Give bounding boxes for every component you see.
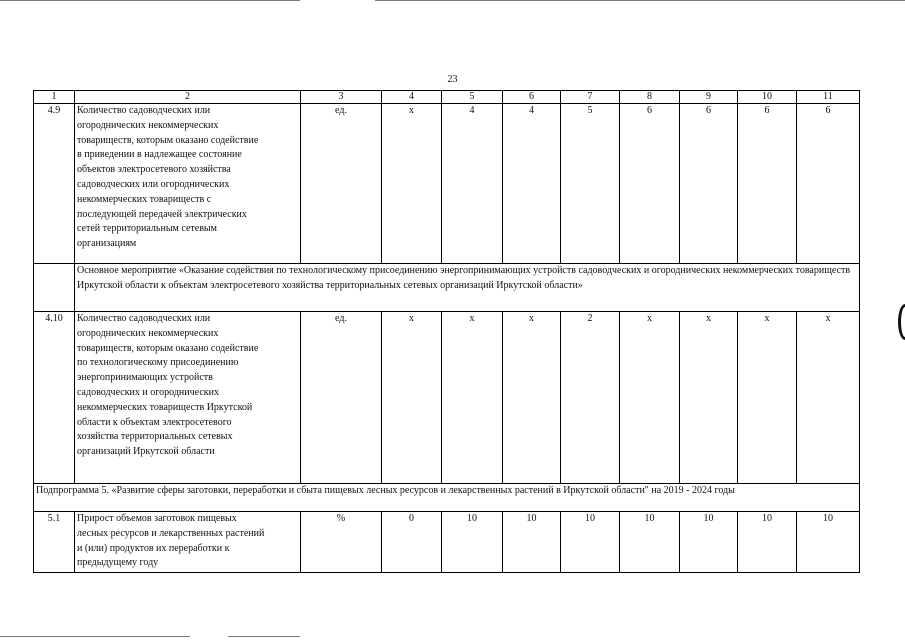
value-cell: 10 [561,512,620,573]
value-cell: х [738,312,797,484]
description-line: некоммерческих товариществ Иркутской [77,401,253,413]
value-cell: 10 [620,512,680,573]
header-cell: 10 [738,91,797,104]
value-cell: х [442,312,503,484]
binding-mark [898,304,905,340]
header-cell: 7 [561,91,620,104]
row-number: 5.1 [34,512,75,573]
header-cell: 2 [75,91,301,104]
table-body [34,91,860,573]
description-line: и (или) продуктов их переработки к [77,542,230,554]
header-cell: 1 [34,91,75,104]
main-activity-title: Основное мероприятие «Оказание содействия по технологическому присоединению энергопринимающих устройств садоводческих и огороднических некоммерческих товариществ Иркутской области к объектам электросетевого хозяйства территориальных сетевых организаций Иркутской области» [75,264,860,312]
description-line: предыдущему году [77,557,159,569]
value-cell: х [382,104,442,264]
value-cell: 10 [442,512,503,573]
unit-cell: ед. [301,104,382,264]
description-line: организациям [77,238,137,250]
header-cell: 3 [301,91,382,104]
description-line: по технологическому присоединению [77,357,239,369]
description-line: хозяйства территориальных сетевых [77,431,233,443]
indicator-table [33,90,860,573]
header-cell: 6 [503,91,561,104]
header-cell: 9 [680,91,738,104]
value-cell: х [382,312,442,484]
value-cell: х [620,312,680,484]
description-line: области к объектам электросетевого [77,416,232,428]
indicator-row [34,512,860,573]
indicator-row [34,312,860,484]
value-cell: 10 [680,512,738,573]
indicator-description [75,512,301,573]
indicator-description [75,312,301,484]
description-line: товариществ, которым оказано содействие [77,134,259,146]
description-line: Количество садоводческих или [77,313,211,324]
value-cell: 2 [561,312,620,484]
description-line: объектов электросетевого хозяйства [77,164,231,176]
description-line: Прирост объемов заготовок пищевых [77,513,237,524]
value-cell: 10 [503,512,561,573]
description-line: садоводческих или огороднических [77,178,230,190]
subprogram-title: Подпрограмма 5. «Развитие сферы заготовки, переработки и сбыта пищевых лесных ресурсов и лекарственных растений в Иркутской области" на 2019 - 2024 годы [34,484,860,512]
header-cell: 5 [442,91,503,104]
value-cell: 6 [797,104,860,264]
description-line: некоммерческих товариществ с [77,193,212,205]
description-line: огороднических некоммерческих [77,327,219,339]
unit-cell: % [301,512,382,573]
description-line: последующей передачей электрических [77,208,247,220]
description-line: Количество садоводческих или [77,105,211,116]
value-cell: 0 [382,512,442,573]
value-cell: 6 [680,104,738,264]
value-cell: 10 [738,512,797,573]
indicator-row [34,104,860,264]
section-row [34,484,860,512]
description-line: садоводческих и огороднических [77,386,219,398]
description-line: в приведении в надлежащее состояние [77,149,242,161]
unit-cell: ед. [301,312,382,484]
value-cell: 4 [503,104,561,264]
value-cell: 4 [442,104,503,264]
header-cell: 4 [382,91,442,104]
value-cell: х [797,312,860,484]
section-row [34,264,860,312]
value-cell: 10 [797,512,860,573]
value-cell: х [680,312,738,484]
header-row [34,91,860,104]
description-line: огороднических некоммерческих [77,119,219,131]
indicator-description [75,104,301,264]
row-number: 4.10 [34,312,75,484]
header-cell: 8 [620,91,680,104]
value-cell: 5 [561,104,620,264]
header-cell: 11 [797,91,860,104]
description-line: товариществ, которым оказано содействие [77,342,259,354]
value-cell: х [503,312,561,484]
description-line: энергопринимающих устройств [77,372,213,384]
value-cell: 6 [738,104,797,264]
description-line: сетей территориальным сетевым [77,223,217,235]
value-cell: 6 [620,104,680,264]
empty-cell [34,264,75,312]
page-number: 23 [447,74,458,85]
description-line: организаций Иркутской области [77,446,215,458]
description-line: лесных ресурсов и лекарственных растений [77,527,265,539]
row-number: 4.9 [34,104,75,264]
